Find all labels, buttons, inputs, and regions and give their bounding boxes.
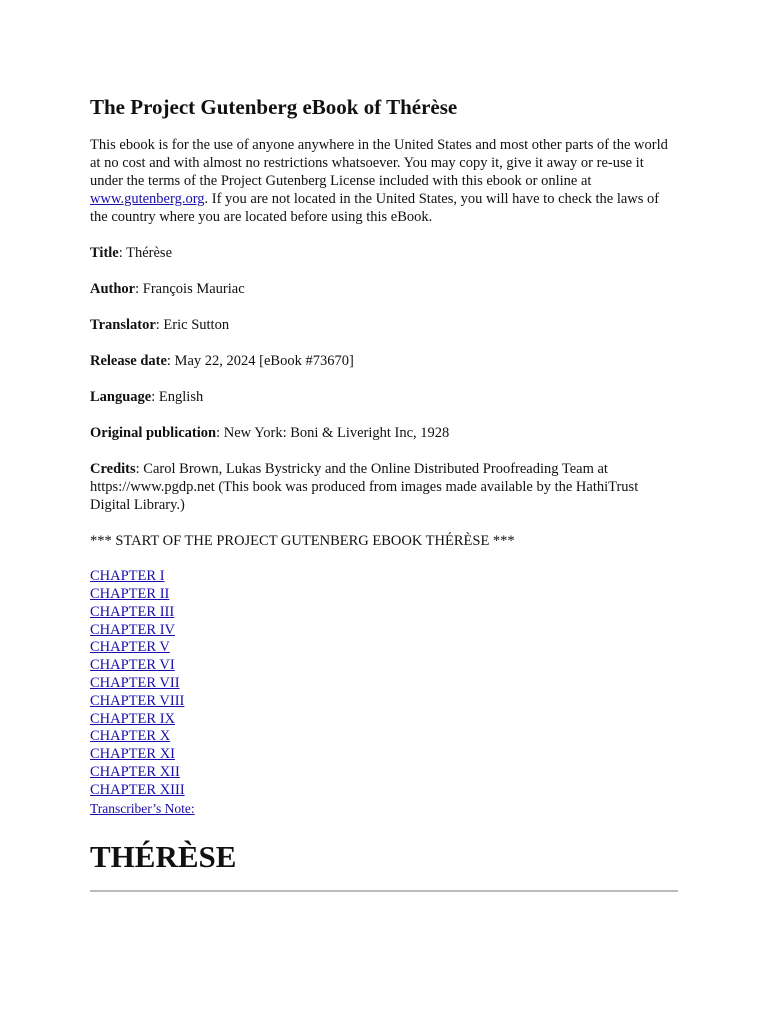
toc-item	[90, 693, 678, 711]
gutenberg-link[interactable]: www.gutenberg.org	[90, 191, 205, 208]
intro-text-before: This ebook is for the use of anyone anywhere in the United States and most other parts of the world at no cost and with almost no restrictions whatsoever. You may copy it, give it away or re-use it under the terms of the Project Gutenberg License included with this ebook or online at	[90, 137, 668, 190]
toc-link-chapter-1[interactable]: CHAPTER I	[90, 568, 165, 585]
toc-item	[90, 711, 678, 729]
meta-value: : Carol Brown, Lukas Bystricky and the Online Distributed Proofreading Team at https://www.pgdp.net (This book was produced from images made available by the HathiTrust Digital Library.)	[90, 461, 639, 514]
toc-link-chapter-10[interactable]: CHAPTER X	[90, 728, 171, 745]
toc-link-chapter-12[interactable]: CHAPTER XII	[90, 763, 180, 780]
divider	[90, 890, 678, 892]
toc-item	[90, 639, 678, 657]
meta-label: Credits	[90, 461, 136, 478]
meta-author	[90, 280, 678, 298]
toc-item	[90, 568, 678, 586]
meta-credits	[90, 460, 678, 514]
toc-item	[90, 675, 678, 693]
meta-language	[90, 388, 678, 406]
toc-item	[90, 746, 678, 764]
toc-link-transcribers-note[interactable]: Transcriber’s Note:	[90, 800, 195, 816]
toc-item	[90, 586, 678, 604]
meta-value: : Thérèse	[118, 245, 173, 262]
meta-value: : May 22, 2024 [eBook #73670]	[166, 353, 354, 370]
meta-label: Author	[90, 281, 136, 298]
meta-value: : English	[151, 389, 204, 406]
toc-item	[90, 764, 678, 782]
intro-text-after: . If you are not located in the United States, you will have to check the laws of the country where you are located before using this eBook.	[90, 191, 660, 226]
meta-label: Original publication	[90, 425, 217, 442]
toc-item	[90, 604, 678, 622]
toc-item	[90, 782, 678, 800]
toc-item	[90, 657, 678, 675]
toc-link-chapter-9[interactable]: CHAPTER IX	[90, 710, 175, 727]
toc-link-chapter-13[interactable]: CHAPTER XIII	[90, 781, 185, 798]
meta-value: : Eric Sutton	[155, 317, 230, 334]
meta-translator	[90, 316, 678, 334]
toc-link-chapter-2[interactable]: CHAPTER II	[90, 585, 170, 602]
table-of-contents	[90, 568, 678, 818]
meta-original-publication	[90, 424, 678, 442]
toc-link-chapter-8[interactable]: CHAPTER VIII	[90, 692, 185, 709]
toc-item	[90, 728, 678, 746]
book-title: THÉRÈSE	[90, 839, 237, 875]
page-title: The Project Gutenberg eBook of Thérèse	[90, 95, 458, 119]
start-marker: *** START OF THE PROJECT GUTENBERG EBOOK THÉRÈSE ***	[90, 533, 515, 550]
toc-item	[90, 800, 678, 819]
meta-release-date	[90, 352, 678, 370]
toc-link-chapter-7[interactable]: CHAPTER VII	[90, 674, 180, 691]
intro-paragraph	[90, 136, 678, 226]
meta-label: Title	[90, 245, 119, 262]
meta-label: Language	[90, 389, 152, 406]
meta-label: Release date	[90, 353, 167, 370]
toc-item	[90, 622, 678, 640]
toc-link-chapter-4[interactable]: CHAPTER IV	[90, 621, 175, 638]
toc-link-chapter-3[interactable]: CHAPTER III	[90, 603, 175, 620]
toc-link-chapter-5[interactable]: CHAPTER V	[90, 639, 170, 656]
meta-title	[90, 244, 678, 262]
meta-value: : François Mauriac	[135, 281, 245, 298]
meta-label: Translator	[90, 317, 156, 334]
toc-link-chapter-6[interactable]: CHAPTER VI	[90, 657, 175, 674]
toc-link-chapter-11[interactable]: CHAPTER XI	[90, 746, 175, 763]
meta-value: : New York: Boni & Liveright Inc, 1928	[216, 425, 450, 442]
